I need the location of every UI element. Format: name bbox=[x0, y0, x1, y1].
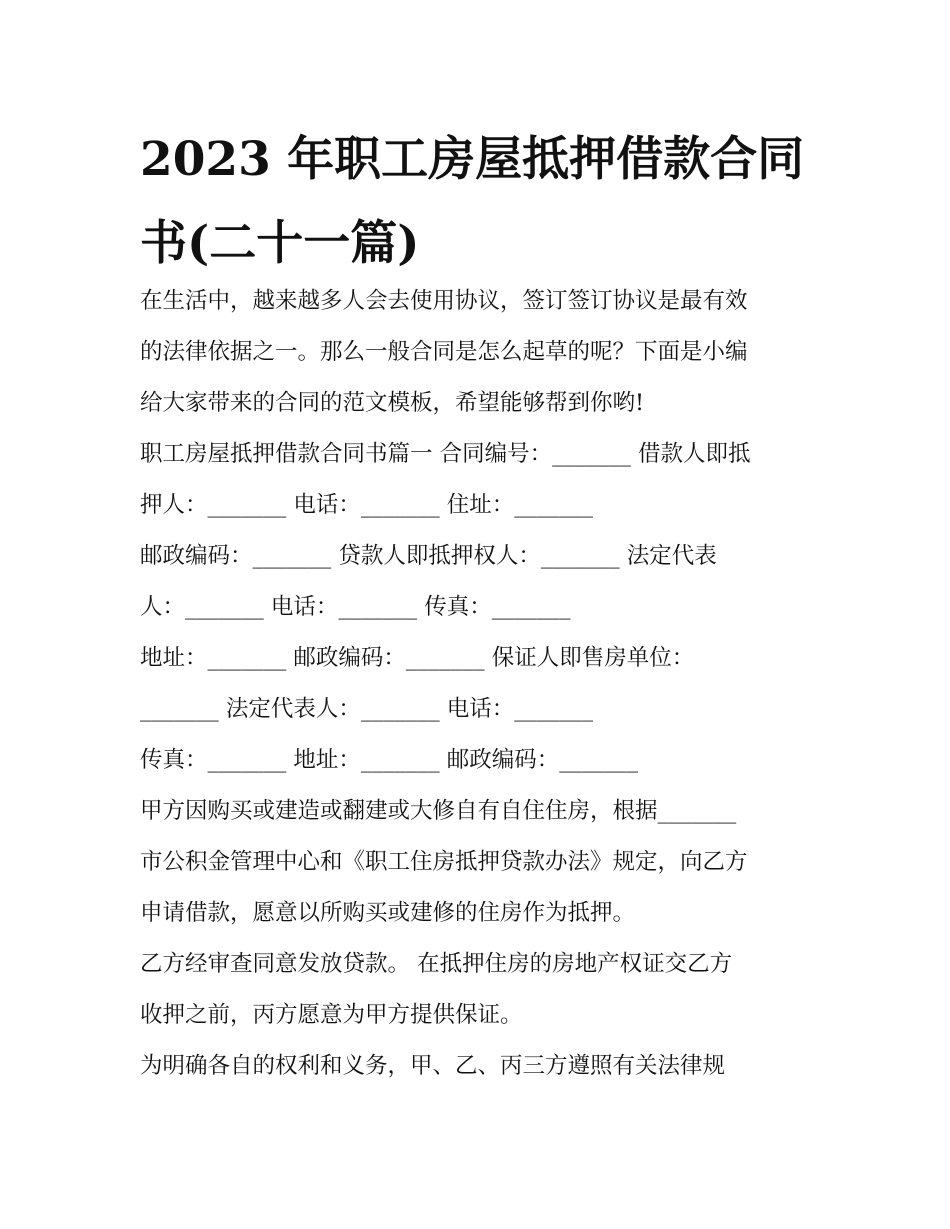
body-line-11: 甲方因购买或建造或翻建或大修自有自住住房，根据_______ bbox=[140, 798, 737, 824]
body-line-16: 为明确各自的权利和义务，甲、乙、丙三方遵照有关法律规 bbox=[140, 1053, 726, 1079]
body-line-2: 的法律依据之一。那么一般合同是怎么起草的呢？下面是小编 bbox=[140, 339, 748, 365]
body-line-5: 押人：_______ 电话：_______ 住址：_______ bbox=[140, 492, 594, 518]
document-title bbox=[140, 118, 830, 286]
body-line-4: 职工房屋抵押借款合同书篇一 合同编号：_______ 借款人即抵 bbox=[140, 441, 751, 467]
document-body bbox=[140, 276, 830, 1092]
title-line-2: 书(二十一篇) bbox=[140, 216, 420, 271]
body-line-13: 申请借款，愿意以所购买或建修的住房作为抵押。 bbox=[140, 900, 636, 926]
body-line-9: _______ 法定代表人：_______ 电话：_______ bbox=[140, 696, 594, 722]
body-line-7: 人：_______ 电话：_______ 传真：_______ bbox=[140, 594, 571, 620]
body-line-6: 邮政编码：_______ 贷款人即抵押权人：_______ 法定代表 bbox=[140, 543, 717, 569]
body-line-14: 乙方经审查同意发放贷款。 在抵押住房的房地产权证交乙方 bbox=[140, 951, 733, 977]
title-line-1: 2023 年职工房屋抵押借款合同 bbox=[140, 132, 805, 187]
body-line-8: 地址：_______ 邮政编码：_______ 保证人即售房单位： bbox=[140, 645, 695, 671]
body-line-10: 传真：_______ 地址：_______ 邮政编码：_______ bbox=[140, 747, 639, 773]
body-line-15: 收押之前，丙方愿意为甲方提供保证。 bbox=[140, 1002, 523, 1028]
body-line-1: 在生活中，越来越多人会去使用协议，签订签订协议是最有效 bbox=[140, 288, 748, 314]
body-line-12: 市公积金管理中心和《职工住房抵押贷款办法》规定，向乙方 bbox=[140, 849, 748, 875]
body-line-3: 给大家带来的合同的范文模板，希望能够帮到你哟! bbox=[140, 390, 645, 416]
